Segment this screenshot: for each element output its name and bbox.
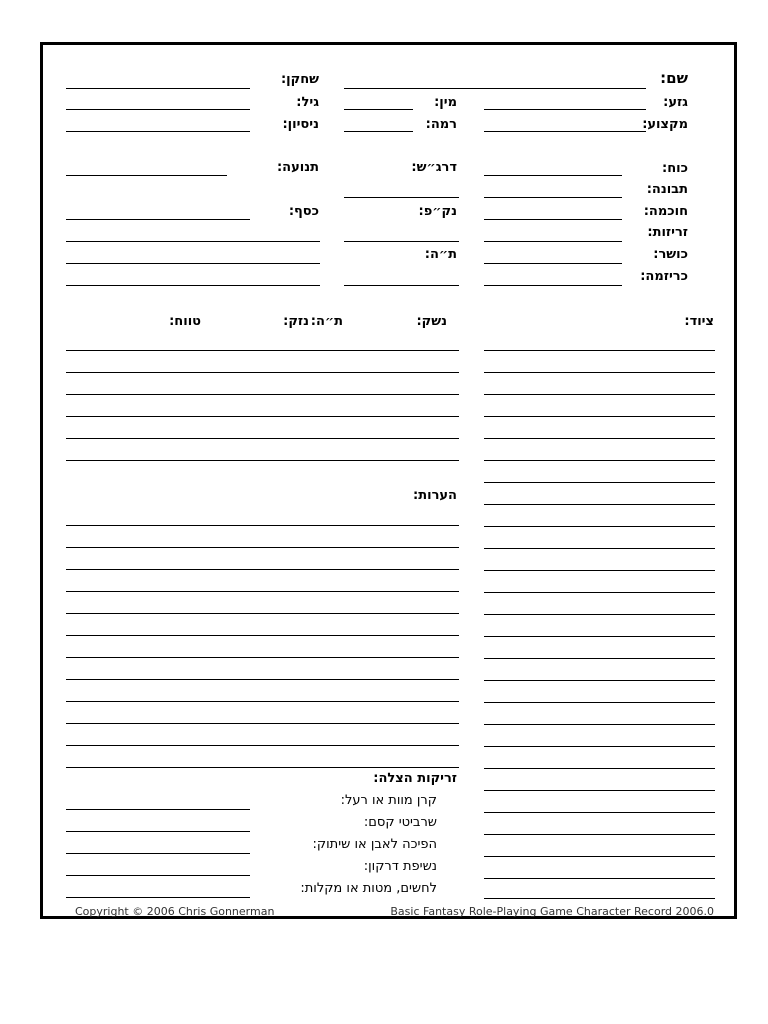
notes-line[interactable] (66, 547, 459, 548)
notes-line[interactable] (66, 679, 459, 680)
record-version-text: Basic Fantasy Role-Playing Game Character Record 2006.0 (390, 905, 714, 918)
dex-field-line[interactable] (484, 241, 622, 242)
hp-field-line[interactable] (344, 241, 459, 242)
equipment-line[interactable] (484, 526, 715, 527)
saves-title: זריקות הצלה: (373, 771, 457, 786)
hp-label: נק״פ: (418, 204, 457, 219)
equipment-line[interactable] (484, 570, 715, 571)
weapon-ab-label: ת״ה: (310, 314, 343, 329)
weapon-label: נשק: (416, 314, 447, 329)
equipment-line[interactable] (484, 416, 715, 417)
weapon-line[interactable] (66, 460, 459, 461)
ab-label: ת״ה: (424, 247, 457, 262)
xp-field-line[interactable] (66, 131, 250, 132)
movement-label: תנועה: (276, 160, 319, 175)
save-breath-label: נשיפת דרקון: (363, 859, 437, 874)
damage-label: נזק: (283, 314, 309, 329)
equipment-line[interactable] (484, 636, 715, 637)
save-wands-line[interactable] (66, 831, 250, 832)
ab-field-line[interactable] (344, 285, 459, 286)
equipment-line[interactable] (484, 614, 715, 615)
equipment-line[interactable] (484, 394, 715, 395)
equipment-label: ציוד: (684, 314, 714, 329)
wis-field-line[interactable] (484, 219, 622, 220)
class-field-line[interactable] (484, 131, 646, 132)
equipment-line[interactable] (484, 898, 715, 899)
level-label: רמה: (425, 117, 457, 132)
str-field-line[interactable] (484, 175, 622, 176)
equipment-line[interactable] (484, 372, 715, 373)
character-sheet-border (40, 42, 737, 919)
notes-label: הערות: (413, 488, 457, 503)
cha-field-line[interactable] (484, 285, 622, 286)
notes-line[interactable] (66, 613, 459, 614)
equipment-line[interactable] (484, 438, 715, 439)
con-field-line[interactable] (484, 263, 622, 264)
int-field-line[interactable] (484, 197, 622, 198)
equipment-line[interactable] (484, 548, 715, 549)
save-petrify-label: הפיכה לאבן או שיתוק: (312, 837, 437, 852)
level-field-line[interactable] (344, 131, 413, 132)
copyright-text: Copyright © 2006 Chris Gonnerman (75, 905, 275, 918)
equipment-line[interactable] (484, 812, 715, 813)
int-label: תבונה: (646, 182, 688, 197)
equipment-line[interactable] (484, 592, 715, 593)
notes-line[interactable] (66, 745, 459, 746)
race-field-line[interactable] (484, 109, 646, 110)
money-label: כסף: (288, 204, 319, 219)
sex-field-line[interactable] (344, 109, 413, 110)
weapon-line[interactable] (66, 350, 459, 351)
notes-line[interactable] (66, 635, 459, 636)
xp-label: ניסיון: (282, 117, 319, 132)
save-spells-label: לחשים, מטות או מקלות: (300, 881, 437, 896)
movement-field-line[interactable] (66, 175, 227, 176)
save-spells-line[interactable] (66, 897, 250, 898)
player-label: שחקן: (280, 72, 319, 87)
weapon-line[interactable] (66, 394, 459, 395)
equipment-line[interactable] (484, 768, 715, 769)
cha-label: כריזמה: (640, 269, 688, 284)
equipment-line[interactable] (484, 724, 715, 725)
equipment-line[interactable] (484, 658, 715, 659)
age-field-line[interactable] (66, 109, 250, 110)
notes-line[interactable] (66, 591, 459, 592)
save-petrify-line[interactable] (66, 853, 250, 854)
equipment-line[interactable] (484, 680, 715, 681)
equipment-line[interactable] (484, 504, 715, 505)
money-extra-line[interactable] (66, 241, 320, 242)
player-field-line[interactable] (66, 88, 250, 89)
notes-line[interactable] (66, 657, 459, 658)
wis-label: חוכמה: (643, 204, 688, 219)
str-label: כוח: (662, 161, 688, 176)
equipment-line[interactable] (484, 834, 715, 835)
equipment-line[interactable] (484, 856, 715, 857)
equipment-line[interactable] (484, 482, 715, 483)
name-label: שם: (660, 69, 688, 87)
dex-label: זריזות: (647, 225, 688, 240)
notes-line[interactable] (66, 701, 459, 702)
weapon-line[interactable] (66, 372, 459, 373)
name-field-line[interactable] (344, 88, 646, 89)
save-death-line[interactable] (66, 809, 250, 810)
sex-label: מין: (434, 95, 457, 110)
range-label: טווח: (169, 314, 201, 329)
notes-line[interactable] (66, 525, 459, 526)
notes-line[interactable] (66, 723, 459, 724)
save-breath-line[interactable] (66, 875, 250, 876)
weapon-line[interactable] (66, 416, 459, 417)
ac-field-line[interactable] (344, 197, 459, 198)
equipment-line[interactable] (484, 790, 715, 791)
money-extra-line[interactable] (66, 263, 320, 264)
save-death-label: קרן מוות או רעל: (340, 793, 437, 808)
equipment-line[interactable] (484, 746, 715, 747)
con-label: כושר: (653, 247, 688, 262)
equipment-line[interactable] (484, 460, 715, 461)
equipment-line[interactable] (484, 350, 715, 351)
equipment-line[interactable] (484, 878, 715, 879)
race-label: גזע: (663, 95, 688, 110)
notes-line[interactable] (66, 767, 459, 768)
notes-line[interactable] (66, 569, 459, 570)
money-extra-line[interactable] (66, 285, 320, 286)
money-field-line[interactable] (66, 219, 250, 220)
equipment-line[interactable] (484, 702, 715, 703)
weapon-line[interactable] (66, 438, 459, 439)
class-label: מקצוע: (642, 117, 688, 132)
age-label: גיל: (296, 95, 319, 110)
ac-label: דרג״ש: (411, 160, 457, 175)
save-wands-label: שרביטי קסם: (363, 815, 437, 830)
